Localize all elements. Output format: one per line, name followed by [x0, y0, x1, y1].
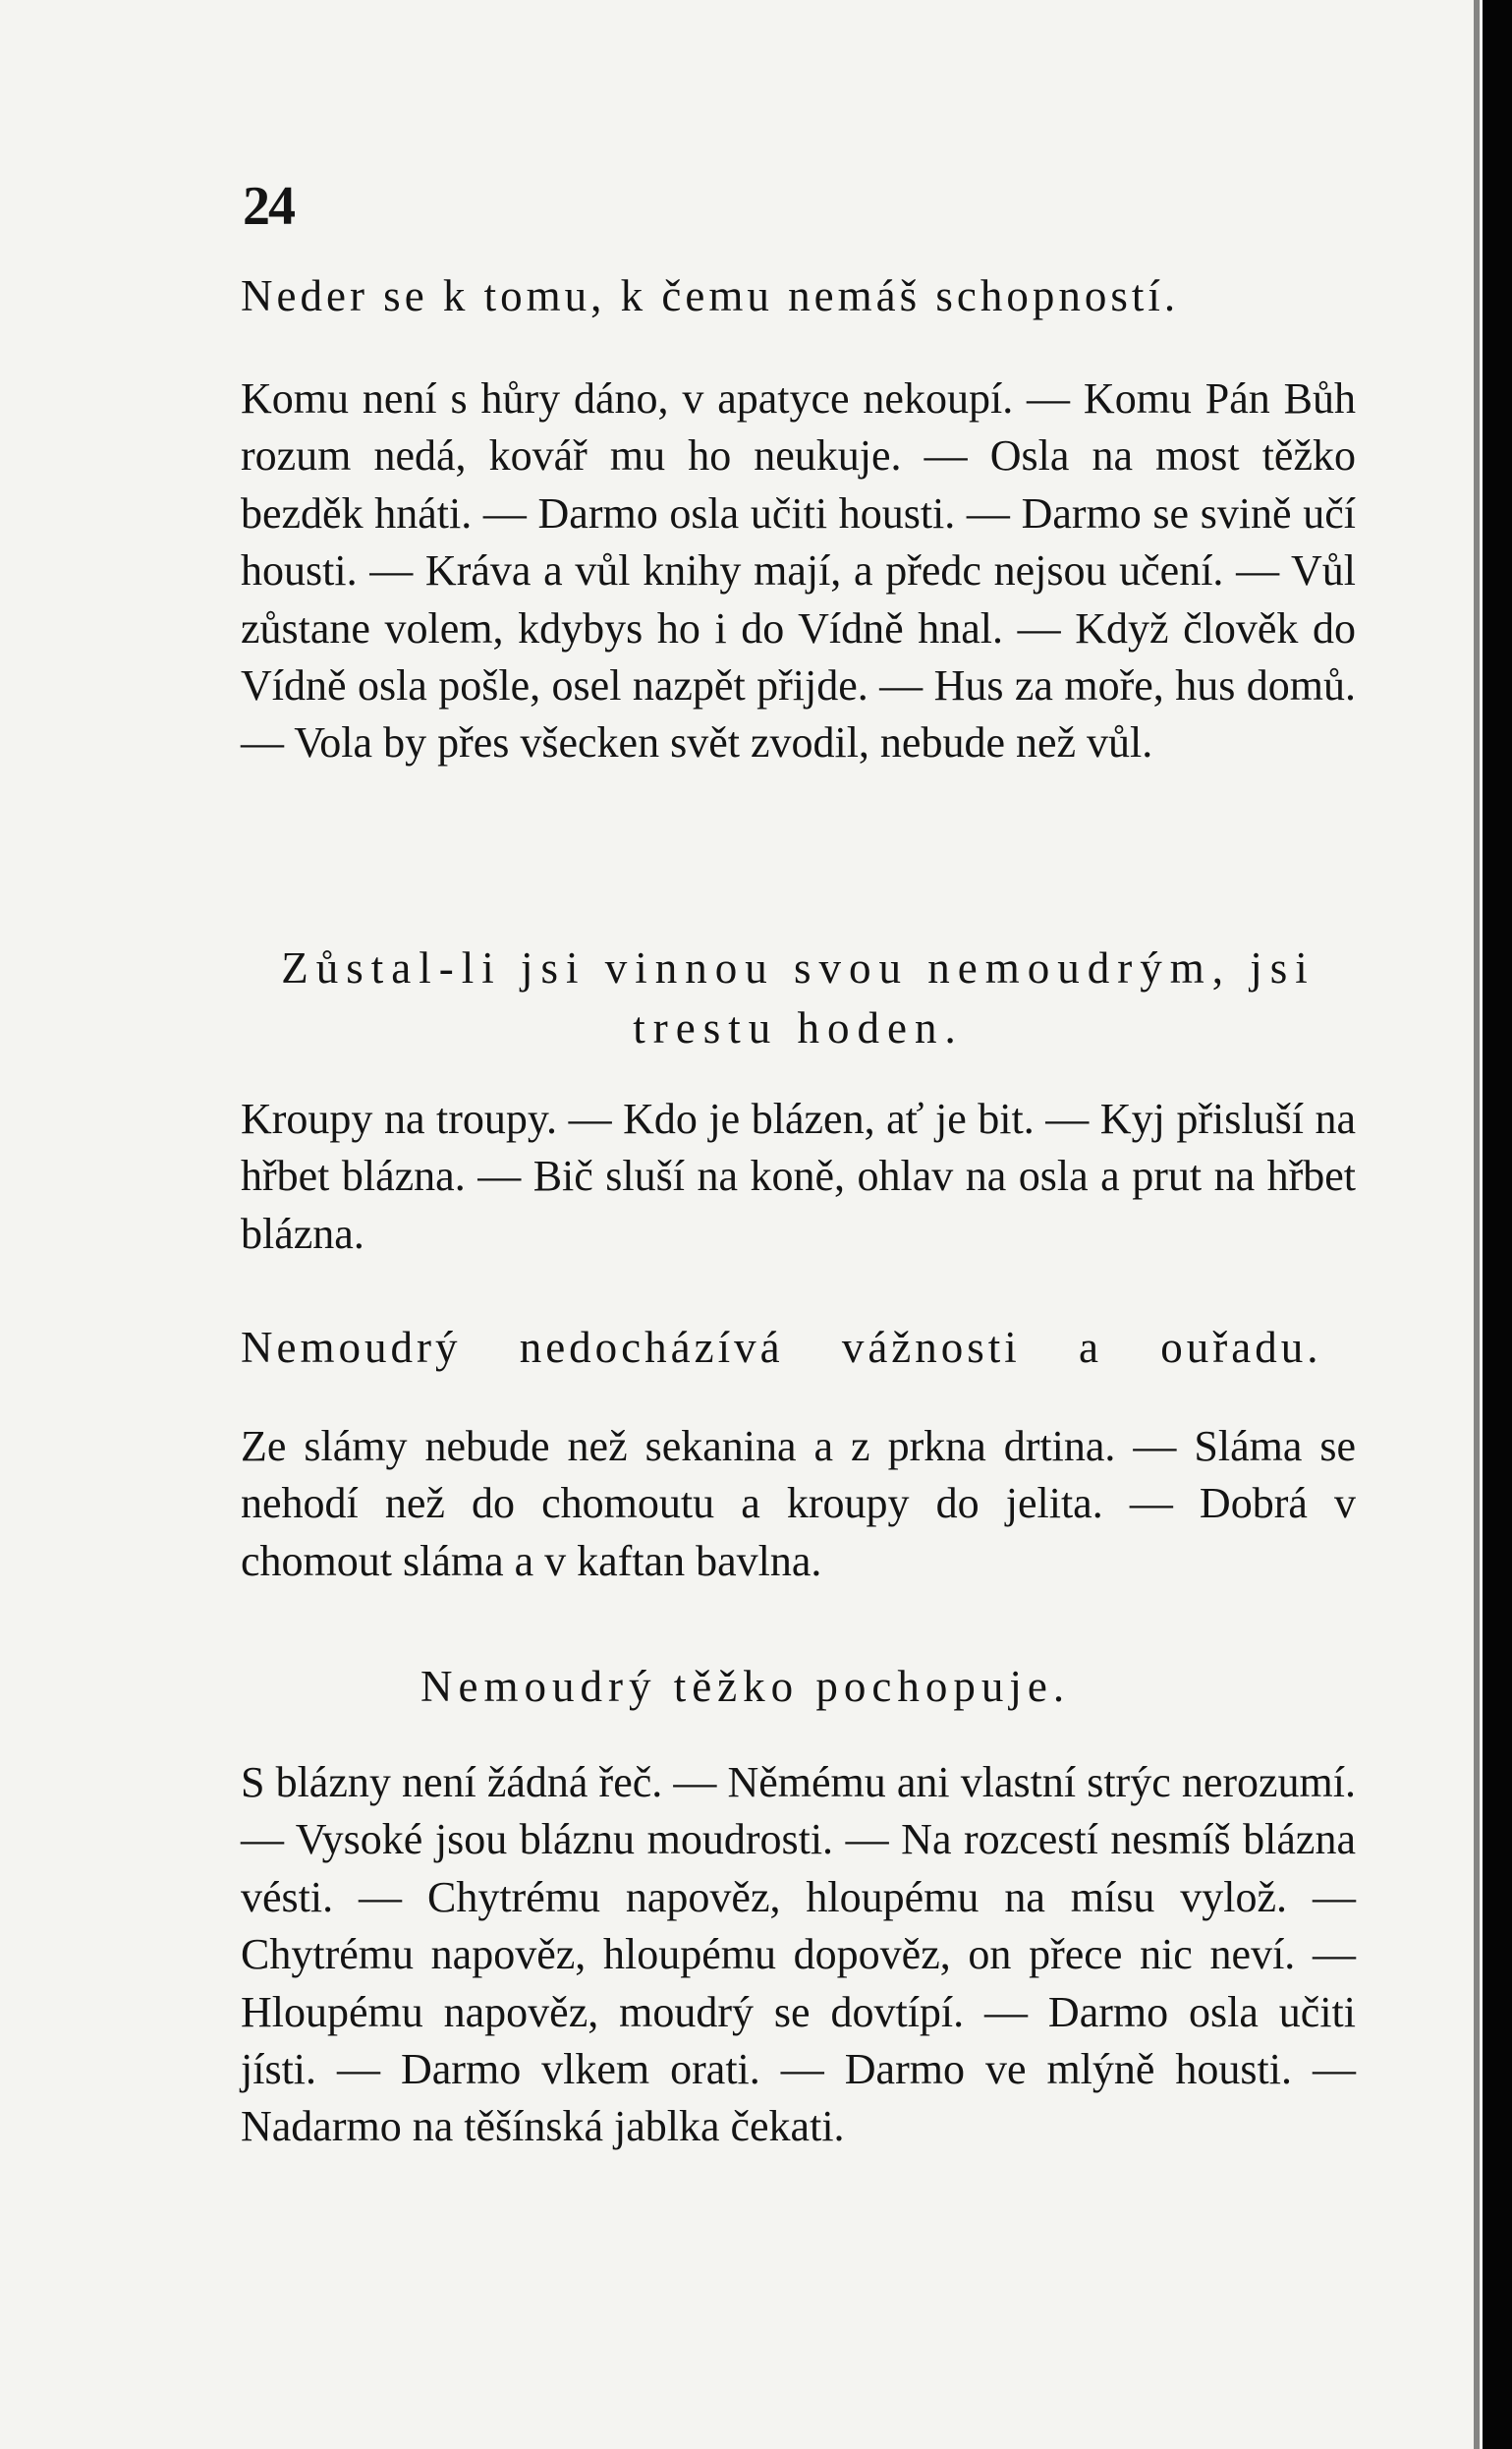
section-text-1: Komu není s hůry dáno, v apatyce nekoupí. — Komu Pán Bůh rozum nedá, kovář mu ho neukuje. — Osla na most těžko bezděk hnáti. — Darmo osla učiti housti. — Darmo se svině učí housti. — Kráva a vůl knihy mají, a předc nejsou učení. — Vůl zůstane volem, kdybys ho i do Vídně hnal. — Když člověk do Vídně osla pošle, osel nazpět přijde. — Hus za moře, hus domů. — Vola by přes všecken svět zvodil, nebude než vůl.	[241, 374, 1356, 768]
section-heading-1: Neder se k tomu, k čemu nemáš schopností.	[241, 271, 1180, 320]
section-heading-3: Nemoudrý nedocházívá vážnosti a ouřadu.	[241, 1323, 1322, 1372]
page-number: 24	[243, 176, 294, 237]
scan-border-right	[1483, 0, 1512, 2449]
section-text-2: Kroupy na troupy. — Kdo je blázen, ať je bit. — Kyj přisluší na hřbet blázna. — Bič sluší na koně, ohlav na osla a prut na hřbet blázna.	[241, 1095, 1356, 1258]
section-heading-2: Zůstal-li jsi vinnou svou nemoudrým, jsi trestu hoden.	[281, 943, 1316, 1053]
page-edge-shadow	[1474, 0, 1480, 2449]
section-text-4: S blázny není žádná řeč. — Němému ani vlastní strýc nerozumí. — Vysoké jsou bláznu moudrosti. — Na rozcestí nesmíš blázna vésti. — Chytrému napověz, hloupému na mísu vylož. — Chytrému napověz, hloupému dopověz, on přece nic neví. — Hloupému napověz, moudrý se dovtípí. — Darmo osla učiti jísti. — Darmo vlkem orati. — Darmo ve mlýně housti. — Nadarmo na těšínská jablka čekati.	[241, 1758, 1356, 2151]
section-heading-4: Nemoudrý těžko pochopuje.	[420, 1662, 1071, 1711]
section-text-3: Ze slámy nebude než sekanina a z prkna drtina. — Sláma se nehodí než do chomoutu a kroupy do jelita. — Dobrá v chomout sláma a v kaftan bavlna.	[241, 1422, 1356, 1585]
